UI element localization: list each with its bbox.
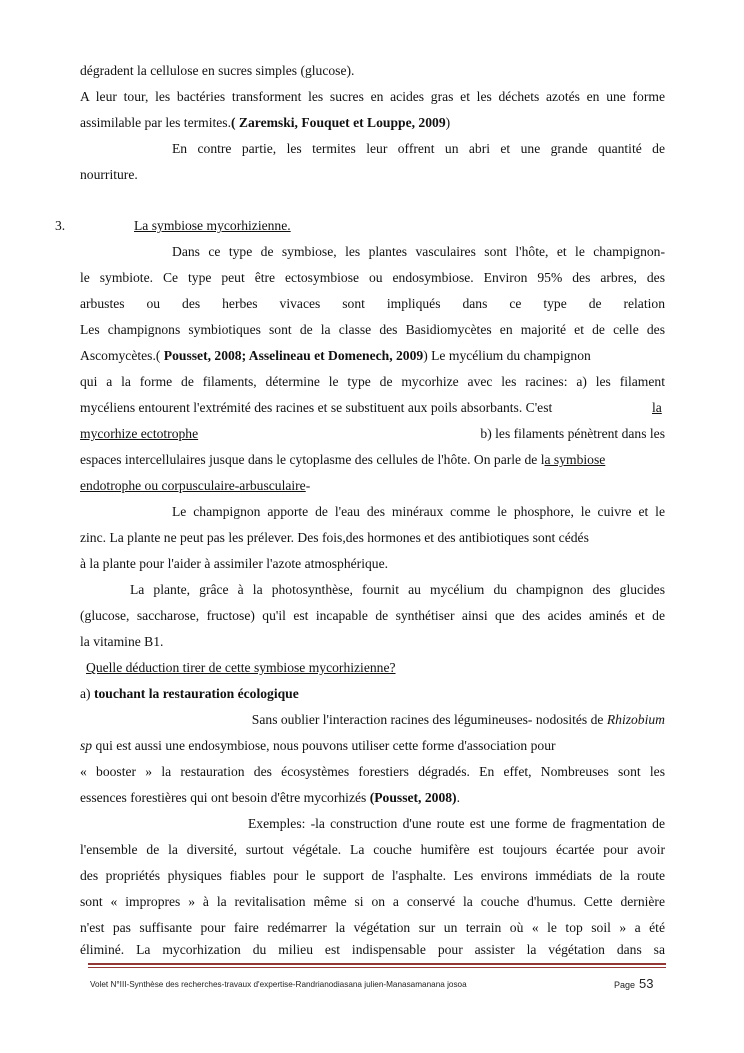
text-span: espaces intercellulaires jusque dans le cytoplasme des cellules de l'hôte. On parle de l — [80, 452, 545, 467]
text-line — [130, 582, 665, 598]
text-line — [80, 634, 665, 650]
question-heading — [86, 660, 671, 676]
text-span: Sans oublier l'interaction racines des légumineuses- nodosités de — [251, 712, 607, 727]
text-line — [80, 296, 665, 312]
text-span: l'ensemble de la diversité, surtout végétale. La couche humifère est toujours écartée pour avoir — [80, 842, 665, 857]
citation: Pousset, 2008; Asselineau et Domenech, 2009 — [160, 348, 424, 363]
text-span: des propriétés physiques fiables pour le support de l'asphalte. Les environs immédiats de la route — [80, 868, 665, 883]
text-span: Exemples: -la construction d'une route est une forme de fragmentation de — [248, 816, 665, 831]
text-span: La plante, grâce à la photosynthèse, fournit au mycélium du champignon des glucides — [130, 582, 665, 597]
species-name: sp — [80, 738, 93, 753]
text-span: mycéliens entourent l'extrémité des racines et se substituent aux poils absorbants. C'est — [80, 400, 553, 415]
text-span: dégradent la cellulose en sucres simples (glucose). — [80, 63, 355, 78]
text-span: nourriture. — [80, 167, 138, 182]
footer-text: Volet N°III-Synthèse des recherches-travaux d'expertise-Randrianodiasana julien-Manasamanana josoa — [90, 980, 467, 989]
text-span: En contre partie, les termites leur offrent un abri et une grande quantité de — [172, 141, 665, 156]
page-label: Page — [614, 980, 636, 990]
text-line — [80, 530, 665, 546]
text-line — [80, 115, 665, 131]
citation: (Pousset, 2008) — [369, 790, 457, 805]
text-span: Ascomycètes.( — [80, 348, 161, 363]
footer-rule — [88, 967, 666, 968]
text-line — [80, 452, 665, 468]
text-span: Dans ce type de symbiose, les plantes vasculaires sont l'hôte, et le champignon- — [172, 244, 665, 259]
text-span: à la plante pour l'aider à assimiler l'azote atmosphérique. — [80, 556, 388, 571]
text-line — [80, 608, 665, 624]
text-line — [80, 556, 665, 572]
text-line — [248, 816, 665, 832]
text-span: le symbiote. Ce type peut être ectosymbiose ou endosymbiose. Environ 95% des arbres, des — [80, 270, 665, 285]
text-line — [80, 920, 665, 936]
text-line — [80, 270, 665, 286]
text-line — [172, 504, 665, 520]
text-line — [172, 141, 665, 157]
text-span: Le champignon apporte de l'eau des minéraux comme le phosphore, le cuivre et le — [172, 504, 665, 519]
text-span: arbustes ou des herbes vivaces sont impliqués dans ce type de relation — [80, 296, 665, 311]
text-span: qui est aussi une endosymbiose, nous pouvons utiliser cette forme d'association pour — [92, 738, 556, 753]
section-title — [134, 218, 434, 234]
text-line — [80, 942, 665, 958]
text-span: Quelle déduction tirer de cette symbiose mycorhizienne? — [86, 660, 396, 675]
text-span: ) Le mycélium du champignon — [423, 348, 591, 363]
text-line — [80, 400, 665, 416]
text-line — [80, 374, 665, 390]
page-number — [614, 976, 654, 991]
underlined-term: a symbiose — [544, 452, 606, 467]
text-span: Les champignons symbiotiques sont de la classe des Basidiomycètes en majorité et de celle des — [80, 322, 665, 337]
text-line — [80, 167, 665, 183]
text-line — [80, 63, 665, 79]
text-span: touchant la restauration écologique — [93, 686, 299, 701]
text-span: zinc. La plante ne peut pas les prélever. Des fois,des hormones et des antibiotiques sont cédés — [80, 530, 589, 545]
text-span: A leur tour, les bactéries transforment les sucres en acides gras et les déchets azotés en une forme — [80, 89, 665, 104]
text-span: « booster » la restauration des écosystèmes forestiers dégradés. En effet, Nombreuses sont les — [80, 764, 665, 779]
text-line — [198, 712, 665, 728]
text-line — [80, 478, 665, 494]
text-line — [652, 400, 672, 416]
text-span: n'est pas suffisante pour faire redémarrer la végétation sur un terrain où « le top soil » a été — [80, 920, 665, 935]
text-line — [80, 89, 665, 105]
page-number-value: 53 — [639, 976, 654, 991]
text-line — [80, 764, 665, 780]
underlined-term: la — [652, 400, 662, 415]
text-span: essences forestières qui ont besoin d'être mycorhizés — [80, 790, 370, 805]
text-span: ) — [445, 115, 451, 130]
text-span: 3. — [55, 218, 66, 233]
text-span: a) — [80, 686, 94, 701]
footer-rule — [88, 963, 666, 965]
text-span: b) les filaments pénètrent dans les — [480, 426, 665, 441]
text-span: éliminé. La mycorhization du milieu est indispensable pour assister la végétation dans sa — [80, 942, 665, 957]
text-span: la vitamine B1. — [80, 634, 164, 649]
text-span: qui a la forme de filaments, détermine le type de mycorhize avec les racines: a) les filament — [80, 374, 665, 389]
text-span: assimilable par les termites. — [80, 115, 231, 130]
text-line — [172, 244, 665, 260]
text-line — [80, 738, 665, 754]
text-span: mycorhize ectotrophe — [80, 426, 199, 441]
text-line — [454, 426, 665, 442]
text-span: - — [305, 478, 311, 493]
text-line — [80, 348, 665, 364]
text-span: sont « impropres » à la revitalisation même si on a conservé la couche d'humus. Cette dernière — [80, 894, 665, 909]
subheading — [80, 686, 665, 702]
text-line — [80, 842, 665, 858]
text-line — [80, 322, 665, 338]
text-span: . — [456, 790, 460, 805]
text-line — [80, 868, 665, 884]
text-span: (glucose, saccharose, fructose) qu'il est incapable de synthétiser ainsi que des acides aminés et de — [80, 608, 665, 623]
citation: ( Zaremski, Fouquet et Louppe, 2009 — [231, 115, 446, 130]
text-span: La symbiose mycorhizienne. — [134, 218, 291, 233]
underlined-term: endotrophe ou corpusculaire-arbusculaire — [80, 478, 306, 493]
section-number — [55, 218, 95, 234]
species-name: Rhizobium — [606, 712, 665, 727]
text-line — [80, 894, 665, 910]
underlined-term — [80, 426, 280, 442]
text-line — [80, 790, 665, 806]
